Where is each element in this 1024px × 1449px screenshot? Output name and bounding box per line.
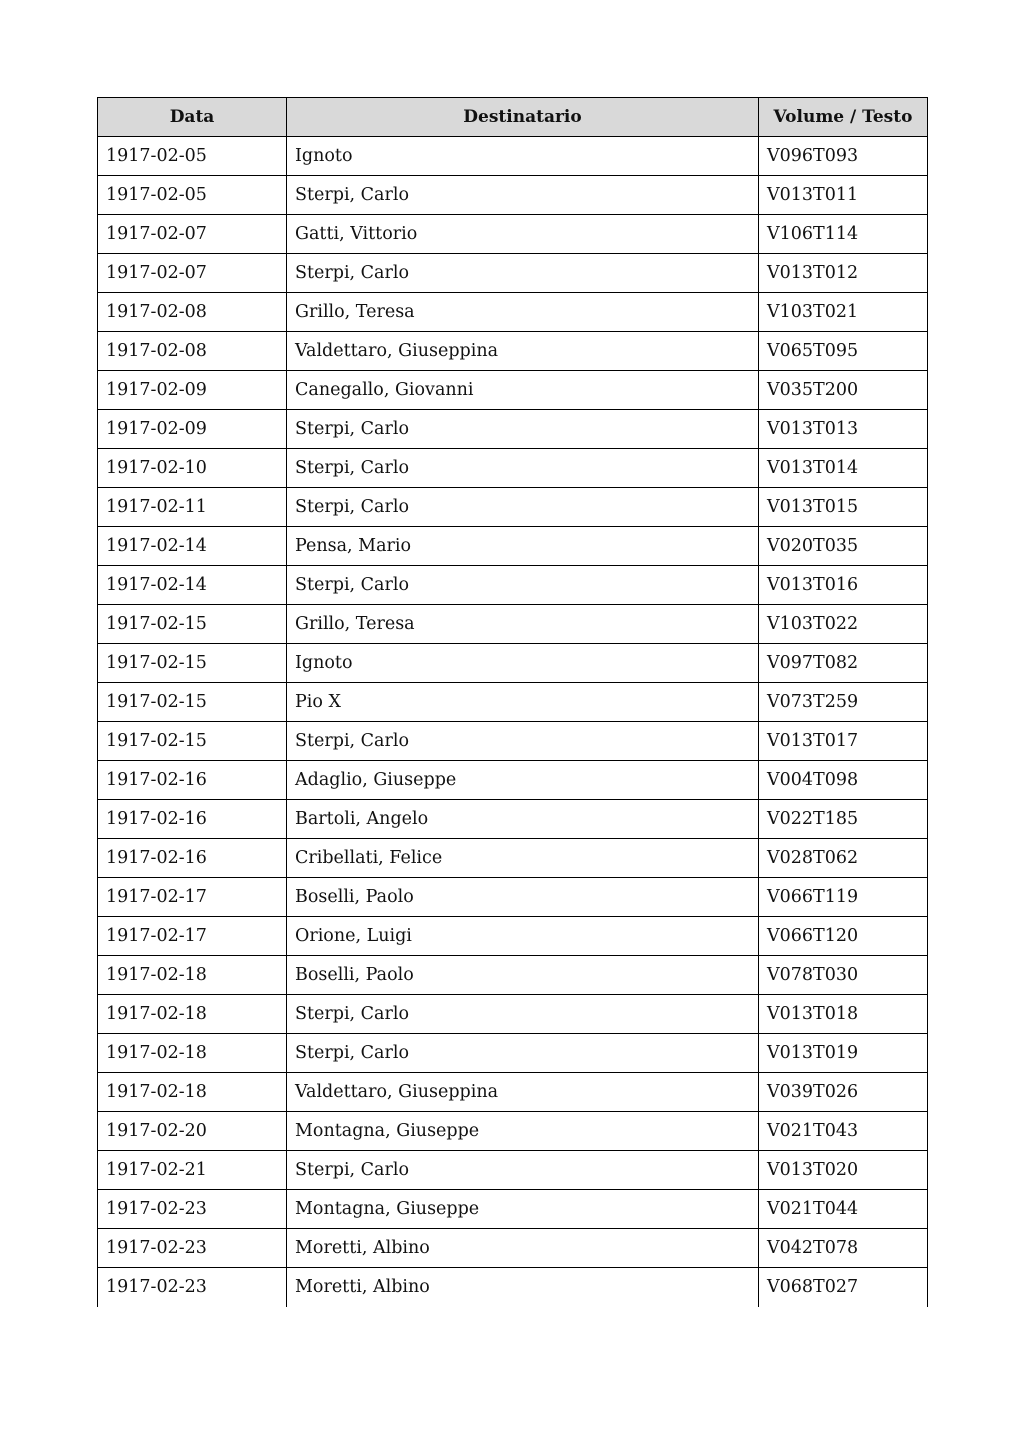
table-row	[98, 137, 928, 176]
table-row	[98, 1034, 928, 1073]
cell-volume: V004T098	[759, 761, 928, 800]
cell-recipient: Sterpi, Carlo	[287, 254, 759, 293]
cell-recipient: Valdettaro, Giuseppina	[287, 332, 759, 371]
cell-recipient: Moretti, Albino	[287, 1229, 759, 1268]
cell-date: 1917-02-15	[98, 722, 287, 761]
cell-volume: V021T044	[759, 1190, 928, 1229]
table-row	[98, 917, 928, 956]
cell-date: 1917-02-18	[98, 995, 287, 1034]
cell-volume: V096T093	[759, 137, 928, 176]
cell-volume: V039T026	[759, 1073, 928, 1112]
table-row	[98, 1268, 928, 1307]
cell-recipient: Grillo, Teresa	[287, 293, 759, 332]
cell-date: 1917-02-07	[98, 254, 287, 293]
cell-recipient: Valdettaro, Giuseppina	[287, 1073, 759, 1112]
header-date: Data	[98, 98, 287, 137]
cell-recipient: Sterpi, Carlo	[287, 488, 759, 527]
table-row	[98, 1073, 928, 1112]
table-row	[98, 683, 928, 722]
cell-recipient: Canegallo, Giovanni	[287, 371, 759, 410]
cell-volume: V066T120	[759, 917, 928, 956]
cell-volume: V042T078	[759, 1229, 928, 1268]
cell-date: 1917-02-18	[98, 1034, 287, 1073]
table-row	[98, 839, 928, 878]
cell-recipient: Grillo, Teresa	[287, 605, 759, 644]
cell-recipient: Sterpi, Carlo	[287, 566, 759, 605]
cell-date: 1917-02-23	[98, 1229, 287, 1268]
cell-date: 1917-02-05	[98, 137, 287, 176]
cell-date: 1917-02-16	[98, 800, 287, 839]
cell-volume: V013T017	[759, 722, 928, 761]
table-row	[98, 1190, 928, 1229]
cell-date: 1917-02-08	[98, 332, 287, 371]
table-row	[98, 1151, 928, 1190]
cell-volume: V035T200	[759, 371, 928, 410]
table-row	[98, 800, 928, 839]
cell-volume: V013T016	[759, 566, 928, 605]
cell-date: 1917-02-20	[98, 1112, 287, 1151]
cell-recipient: Sterpi, Carlo	[287, 1151, 759, 1190]
cell-date: 1917-02-14	[98, 566, 287, 605]
table-row	[98, 761, 928, 800]
cell-recipient: Boselli, Paolo	[287, 878, 759, 917]
cell-volume: V106T114	[759, 215, 928, 254]
table-row	[98, 527, 928, 566]
cell-date: 1917-02-16	[98, 761, 287, 800]
cell-date: 1917-02-15	[98, 605, 287, 644]
cell-date: 1917-02-18	[98, 1073, 287, 1112]
cell-recipient: Montagna, Giuseppe	[287, 1112, 759, 1151]
cell-date: 1917-02-17	[98, 878, 287, 917]
cell-volume: V066T119	[759, 878, 928, 917]
cell-volume: V013T012	[759, 254, 928, 293]
cell-date: 1917-02-09	[98, 410, 287, 449]
cell-date: 1917-02-07	[98, 215, 287, 254]
cell-recipient: Sterpi, Carlo	[287, 449, 759, 488]
cell-date: 1917-02-09	[98, 371, 287, 410]
table-row	[98, 1112, 928, 1151]
cell-volume: V028T062	[759, 839, 928, 878]
table-row	[98, 566, 928, 605]
table-row	[98, 878, 928, 917]
cell-volume: V013T013	[759, 410, 928, 449]
cell-volume: V013T014	[759, 449, 928, 488]
table-row	[98, 215, 928, 254]
table-body	[98, 137, 928, 1307]
cell-volume: V013T020	[759, 1151, 928, 1190]
cell-recipient: Sterpi, Carlo	[287, 410, 759, 449]
cell-date: 1917-02-14	[98, 527, 287, 566]
cell-recipient: Bartoli, Angelo	[287, 800, 759, 839]
table-row	[98, 488, 928, 527]
table-row	[98, 293, 928, 332]
table-row	[98, 449, 928, 488]
cell-volume: V013T018	[759, 995, 928, 1034]
table-header-row	[98, 98, 928, 137]
table-row	[98, 605, 928, 644]
cell-date: 1917-02-23	[98, 1268, 287, 1307]
cell-volume: V020T035	[759, 527, 928, 566]
table-row	[98, 176, 928, 215]
cell-recipient: Ignoto	[287, 644, 759, 683]
table-row	[98, 644, 928, 683]
cell-recipient: Adaglio, Giuseppe	[287, 761, 759, 800]
cell-recipient: Ignoto	[287, 137, 759, 176]
cell-date: 1917-02-10	[98, 449, 287, 488]
cell-volume: V073T259	[759, 683, 928, 722]
cell-recipient: Boselli, Paolo	[287, 956, 759, 995]
cell-recipient: Sterpi, Carlo	[287, 1034, 759, 1073]
cell-recipient: Sterpi, Carlo	[287, 995, 759, 1034]
cell-volume: V103T021	[759, 293, 928, 332]
letters-table	[97, 97, 928, 1307]
cell-date: 1917-02-23	[98, 1190, 287, 1229]
cell-volume: V021T043	[759, 1112, 928, 1151]
cell-recipient: Orione, Luigi	[287, 917, 759, 956]
cell-recipient: Montagna, Giuseppe	[287, 1190, 759, 1229]
cell-volume: V013T015	[759, 488, 928, 527]
cell-date: 1917-02-18	[98, 956, 287, 995]
cell-date: 1917-02-15	[98, 644, 287, 683]
cell-volume: V097T082	[759, 644, 928, 683]
cell-volume: V022T185	[759, 800, 928, 839]
cell-volume: V065T095	[759, 332, 928, 371]
cell-recipient: Moretti, Albino	[287, 1268, 759, 1307]
cell-recipient: Sterpi, Carlo	[287, 176, 759, 215]
table-row	[98, 371, 928, 410]
cell-date: 1917-02-17	[98, 917, 287, 956]
header-recipient: Destinatario	[287, 98, 759, 137]
cell-date: 1917-02-05	[98, 176, 287, 215]
cell-volume: V103T022	[759, 605, 928, 644]
cell-date: 1917-02-16	[98, 839, 287, 878]
cell-recipient: Cribellati, Felice	[287, 839, 759, 878]
header-volume: Volume / Testo	[759, 98, 928, 137]
cell-volume: V013T011	[759, 176, 928, 215]
table-row	[98, 254, 928, 293]
cell-recipient: Pio X	[287, 683, 759, 722]
table-row	[98, 722, 928, 761]
cell-date: 1917-02-15	[98, 683, 287, 722]
table-row	[98, 956, 928, 995]
cell-date: 1917-02-08	[98, 293, 287, 332]
table-row	[98, 995, 928, 1034]
cell-date: 1917-02-11	[98, 488, 287, 527]
table-row	[98, 1229, 928, 1268]
cell-recipient: Pensa, Mario	[287, 527, 759, 566]
cell-recipient: Sterpi, Carlo	[287, 722, 759, 761]
table-row	[98, 332, 928, 371]
cell-recipient: Gatti, Vittorio	[287, 215, 759, 254]
cell-date: 1917-02-21	[98, 1151, 287, 1190]
cell-volume: V013T019	[759, 1034, 928, 1073]
table-row	[98, 410, 928, 449]
cell-volume: V078T030	[759, 956, 928, 995]
cell-volume: V068T027	[759, 1268, 928, 1307]
